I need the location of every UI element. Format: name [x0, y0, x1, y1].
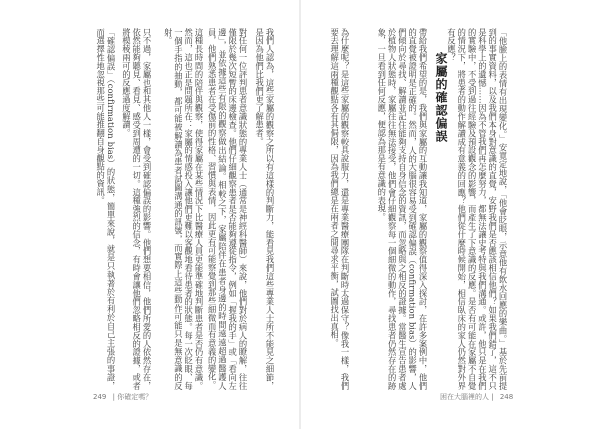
left-page-number: 249	[93, 393, 107, 401]
right-para-1: 「他臉上的表情有出現變化。」安寬定地說，「他會眨眼，示意他有飲水回應的樂曲。」基於先前提到的事實資料，以及我們本身對意識的直覺，安野我們是否應該相信他們？如果我們錯了，這不只是科學上的遺憾……因為不管我們再怎麼努力，都無法讓史考特與我們溝通。或許，他只是在我們的實驗中，不受到過往經驗及預設觀念的影響，而產生了下意識的反應。是否有可能在家屬不自覺的情況下，將患者的動作解讀成有意義的回應？他們從什麼時候開始，相信臥床的家人仍然對外界有反應？	[446, 28, 508, 390]
left-footer-divider: |	[112, 393, 115, 401]
left-page	[93, 28, 275, 390]
right-footer	[440, 392, 517, 402]
book-gutter	[299, 0, 301, 429]
left-para-5: 「確認偏誤」（confirmation bias）的狀態，簡單來說，就是只執著於有利於自己主張的事證，而選擇性地忽視那些可能推翻自身觀點的資訊。	[95, 28, 116, 390]
right-footer-divider: |	[491, 393, 494, 401]
left-para-4: 只不過，家屬也和其他人一樣，會受到確認偏誤的影響。他們想要相信，他們所愛的人依然存在，依然能夠聽見、看見、感受到周遭的一切。這種強烈的信念，有時會讓他們忽略相反的證據，或者將模稜兩可的反應過度解讀。	[121, 28, 152, 390]
right-running-title: 困在大腦裡的人	[440, 393, 489, 401]
left-running-title: 你確定嗎？	[117, 393, 153, 401]
left-para-1: 我們人認為，這些家屬的觀察之所以有這樣的判斷力，能看見我們這些專業人士所不能見之細節，是因為他們比我們更了解患者。	[254, 28, 275, 390]
left-footer	[89, 392, 152, 402]
left-para-3: 這種長時間的陪伴與觀察，使得家屬在某些情況下比醫療人員更能準確地判斷患者是否仍有意識。然而，這也正是問題所在：家屬的情感投入讓他們更難以客觀地看待患者的狀態。每一次眨眼、每一個手指的抽動，都可能被解讀為患者試圖溝通的訊號，而實際上這些動作可能只是無意識的反射。	[163, 28, 204, 390]
section-heading: 家屬的確認偏誤	[434, 52, 448, 143]
right-page	[322, 28, 508, 390]
right-para-2: 帶給我們希望的是，我們與家屬的互動讓我知道，家屬的觀察值得深入探討，在許多案例中，他們的直覺被證明是正確的。然而，人的大腦很容易受到確認偏誤（confirmation bias）的影響，人們傾向於尋找、解讀並記住能夠支持自身信念的資訊，而忽略與之相反的證據。當醫生宣告患者處於植物人狀態時，家屬往往無法接受，他們會仔細觀察每一個細微的動作，尋找患者仍然存在的跡象，一旦看到任何反應，便認為那是有意識的表現。	[376, 28, 428, 390]
right-page-number: 248	[499, 393, 514, 401]
right-para-3: 為什麼呢？是這些家屬的觀察較具說服力，還是專業醫療團隊在判斷時太過保守？像我一樣，我們要去理解這兩種觀點各有其侷限，因為我們總是在兩者之間尋求平衡，試圖找出真相。	[329, 28, 350, 390]
left-para-2: 對任何一位評判患者意識狀態的專業人士（通常是神經科醫師）來說，他們對於病人的瞭解，往往僅限於幾次短暫的床邊檢查。他們仔細觀察患者是否能夠遵從指令，例如「握我的手」或「看向左邊」，並依據這些有限的觀察做出結論。相較之下，家屬陪伴在患者身邊的時間遠遠超過醫護人員，他們熟悉患者在受傷前的性格、習慣與表情，因此更有可能察覺到那些細微而有意義的變化。	[207, 28, 248, 390]
